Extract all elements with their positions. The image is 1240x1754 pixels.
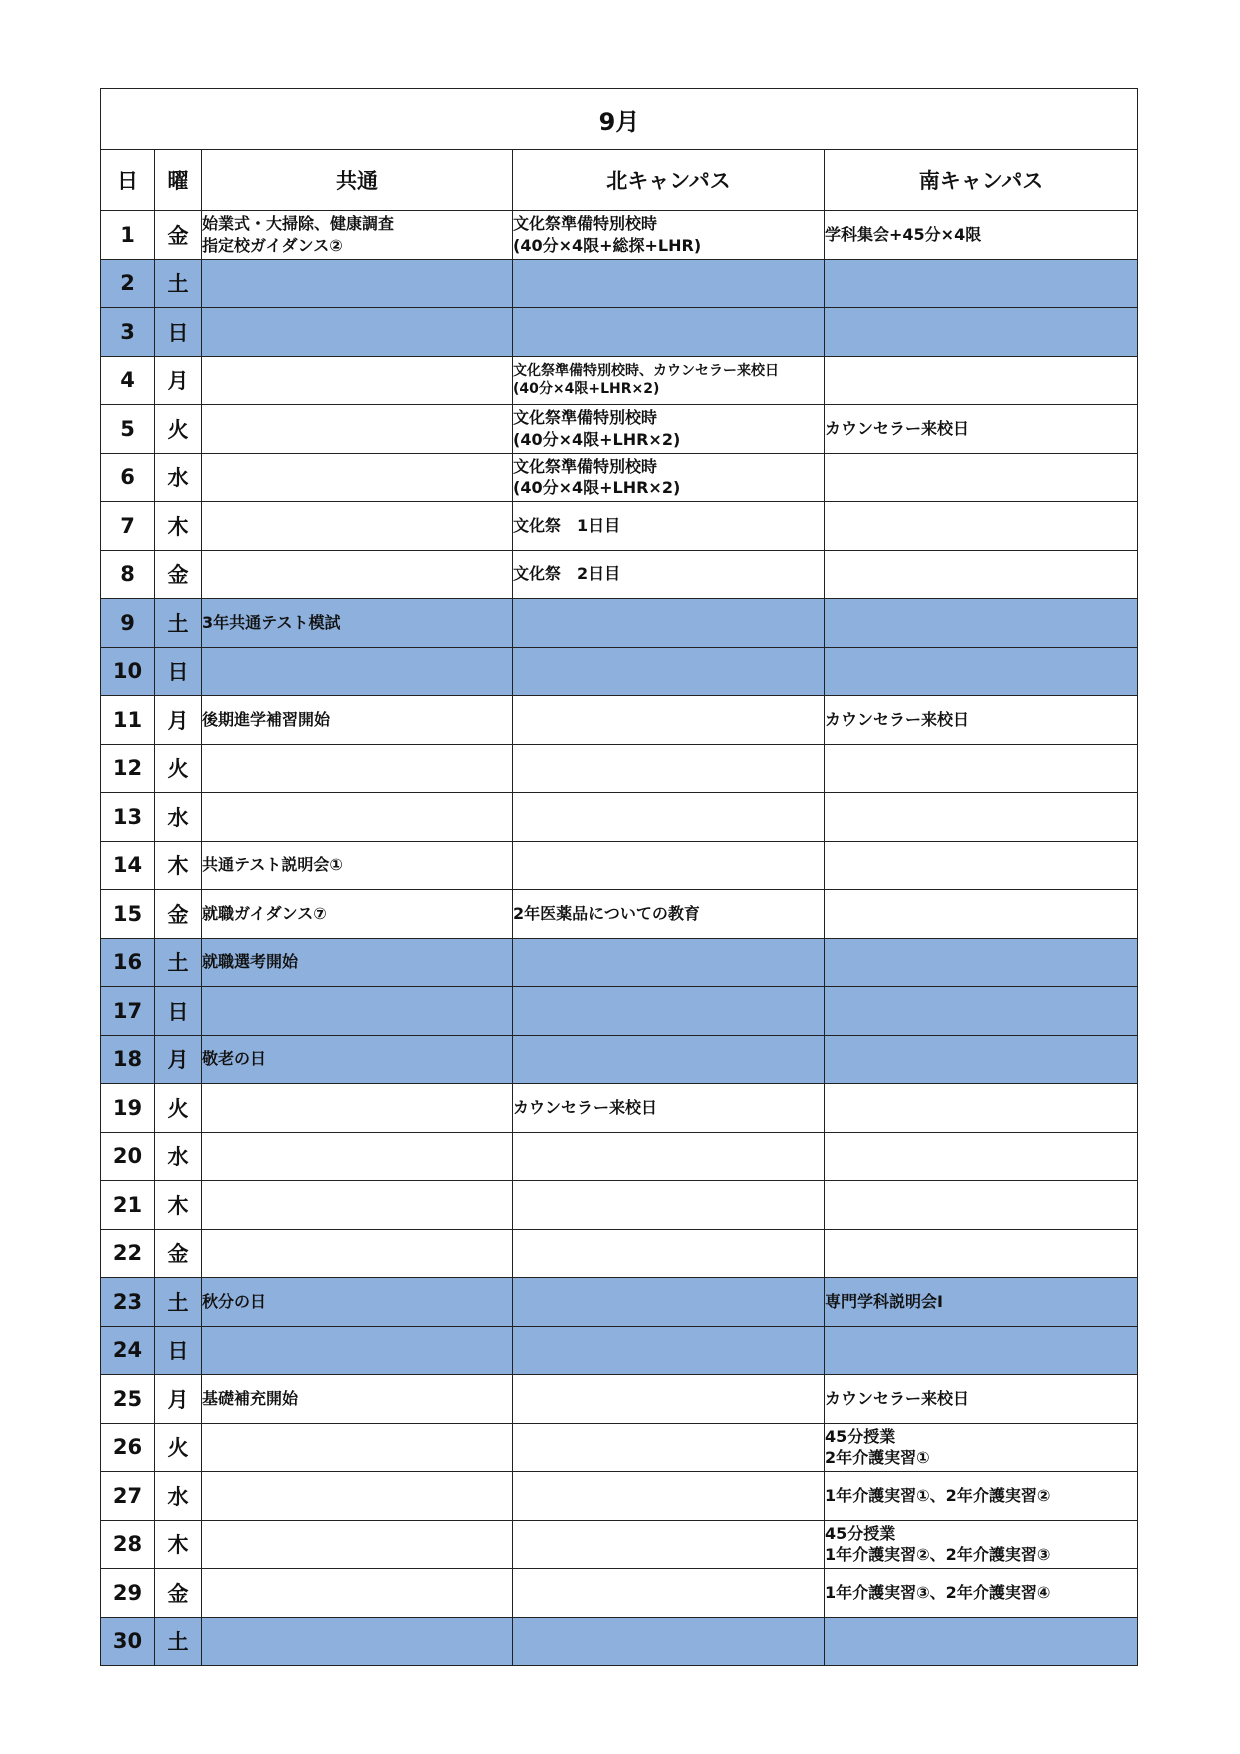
south-campus-cell <box>825 550 1138 599</box>
south-campus-cell: 45分授業 2年介護実習① <box>825 1423 1138 1472</box>
common-event-cell <box>202 744 513 793</box>
north-campus-cell: 文化祭準備特別校時、カウンセラー来校日 (40分×4限+LHR×2) <box>513 356 825 405</box>
common-event-cell: 後期進学補習開始 <box>202 696 513 745</box>
common-event-cell <box>202 1423 513 1472</box>
north-campus-cell <box>513 1035 825 1084</box>
weekday-cell: 火 <box>155 405 202 454</box>
north-campus-cell <box>513 696 825 745</box>
day-cell: 19 <box>101 1084 155 1133</box>
day-cell: 26 <box>101 1423 155 1472</box>
north-campus-cell: カウンセラー来校日 <box>513 1084 825 1133</box>
weekday-cell: 金 <box>155 890 202 939</box>
south-campus-cell <box>825 744 1138 793</box>
weekday-cell: 木 <box>155 1181 202 1230</box>
south-campus-cell: 1年介護実習①、2年介護実習② <box>825 1472 1138 1521</box>
common-event-cell <box>202 259 513 308</box>
north-campus-cell: 2年医薬品についての教育 <box>513 890 825 939</box>
table-row <box>101 259 1138 308</box>
common-event-cell <box>202 1520 513 1569</box>
common-event-cell: 就職選考開始 <box>202 938 513 987</box>
weekday-cell: 水 <box>155 453 202 502</box>
day-cell: 21 <box>101 1181 155 1230</box>
day-cell: 22 <box>101 1229 155 1278</box>
weekday-cell: 月 <box>155 696 202 745</box>
table-row <box>101 1569 1138 1618</box>
common-event-cell: 秋分の日 <box>202 1278 513 1327</box>
day-cell: 16 <box>101 938 155 987</box>
common-event-cell <box>202 1229 513 1278</box>
table-row <box>101 793 1138 842</box>
weekday-cell: 水 <box>155 1472 202 1521</box>
weekday-cell: 金 <box>155 1569 202 1618</box>
weekday-cell: 日 <box>155 308 202 357</box>
common-event-cell: 共通テスト説明会① <box>202 841 513 890</box>
south-campus-cell <box>825 1617 1138 1666</box>
day-cell: 14 <box>101 841 155 890</box>
weekday-cell: 土 <box>155 938 202 987</box>
weekday-cell: 月 <box>155 1375 202 1424</box>
weekday-cell: 日 <box>155 987 202 1036</box>
weekday-cell: 火 <box>155 744 202 793</box>
weekday-cell: 金 <box>155 211 202 260</box>
common-event-cell: 基礎補充開始 <box>202 1375 513 1424</box>
schedule-table <box>100 88 1138 1666</box>
north-campus-cell <box>513 1520 825 1569</box>
weekday-cell: 木 <box>155 1520 202 1569</box>
table-row <box>101 550 1138 599</box>
common-event-cell <box>202 1472 513 1521</box>
south-campus-cell <box>825 1229 1138 1278</box>
weekday-cell: 水 <box>155 1132 202 1181</box>
north-campus-cell: 文化祭準備特別校時 (40分×4限+総探+LHR) <box>513 211 825 260</box>
north-campus-cell <box>513 938 825 987</box>
common-event-cell <box>202 502 513 551</box>
common-event-cell <box>202 405 513 454</box>
north-campus-cell <box>513 308 825 357</box>
table-row <box>101 502 1138 551</box>
common-event-cell <box>202 1326 513 1375</box>
south-campus-cell: 専門学科説明会Ⅰ <box>825 1278 1138 1327</box>
common-event-cell <box>202 453 513 502</box>
table-row <box>101 647 1138 696</box>
north-campus-cell <box>513 987 825 1036</box>
table-row <box>101 599 1138 648</box>
table-row <box>101 1181 1138 1230</box>
south-campus-cell <box>825 1181 1138 1230</box>
day-cell: 8 <box>101 550 155 599</box>
common-event-cell <box>202 647 513 696</box>
north-campus-cell <box>513 744 825 793</box>
north-campus-cell: 文化祭準備特別校時 (40分×4限+LHR×2) <box>513 453 825 502</box>
common-event-cell <box>202 1084 513 1133</box>
south-campus-cell <box>825 599 1138 648</box>
table-row <box>101 1084 1138 1133</box>
south-campus-cell <box>825 938 1138 987</box>
common-event-cell <box>202 356 513 405</box>
common-event-cell: 始業式・大掃除、健康調査 指定校ガイダンス② <box>202 211 513 260</box>
south-campus-cell <box>825 356 1138 405</box>
weekday-cell: 土 <box>155 599 202 648</box>
weekday-cell: 日 <box>155 1326 202 1375</box>
common-event-cell <box>202 793 513 842</box>
table-row <box>101 211 1138 260</box>
weekday-cell: 月 <box>155 356 202 405</box>
north-campus-cell <box>513 1472 825 1521</box>
day-cell: 3 <box>101 308 155 357</box>
month-title: 9月 <box>101 89 1138 150</box>
table-row <box>101 1229 1138 1278</box>
north-campus-cell <box>513 1617 825 1666</box>
day-cell: 10 <box>101 647 155 696</box>
header-dow: 曜 <box>155 150 202 211</box>
south-campus-cell <box>825 1035 1138 1084</box>
header-common: 共通 <box>202 150 513 211</box>
table-row <box>101 1132 1138 1181</box>
day-cell: 9 <box>101 599 155 648</box>
common-event-cell: 3年共通テスト模試 <box>202 599 513 648</box>
day-cell: 11 <box>101 696 155 745</box>
day-cell: 2 <box>101 259 155 308</box>
table-row <box>101 1472 1138 1521</box>
weekday-cell: 水 <box>155 793 202 842</box>
south-campus-cell <box>825 1084 1138 1133</box>
table-row <box>101 987 1138 1036</box>
north-campus-cell <box>513 259 825 308</box>
weekday-cell: 土 <box>155 1278 202 1327</box>
south-campus-cell: 45分授業 1年介護実習②、2年介護実習③ <box>825 1520 1138 1569</box>
table-row <box>101 938 1138 987</box>
north-campus-cell <box>513 1326 825 1375</box>
weekday-cell: 金 <box>155 1229 202 1278</box>
day-cell: 1 <box>101 211 155 260</box>
day-cell: 6 <box>101 453 155 502</box>
common-event-cell: 就職ガイダンス⑦ <box>202 890 513 939</box>
north-campus-cell: 文化祭 2日目 <box>513 550 825 599</box>
south-campus-cell: 1年介護実習③、2年介護実習④ <box>825 1569 1138 1618</box>
north-campus-cell <box>513 1181 825 1230</box>
day-cell: 13 <box>101 793 155 842</box>
common-event-cell <box>202 1181 513 1230</box>
weekday-cell: 土 <box>155 259 202 308</box>
weekday-cell: 火 <box>155 1423 202 1472</box>
table-row <box>101 744 1138 793</box>
day-cell: 20 <box>101 1132 155 1181</box>
south-campus-cell: カウンセラー来校日 <box>825 1375 1138 1424</box>
table-row <box>101 696 1138 745</box>
day-cell: 12 <box>101 744 155 793</box>
day-cell: 25 <box>101 1375 155 1424</box>
south-campus-cell <box>825 259 1138 308</box>
north-campus-cell: 文化祭準備特別校時 (40分×4限+LHR×2) <box>513 405 825 454</box>
common-event-cell <box>202 1569 513 1618</box>
north-campus-cell <box>513 841 825 890</box>
weekday-cell: 木 <box>155 502 202 551</box>
day-cell: 17 <box>101 987 155 1036</box>
weekday-cell: 火 <box>155 1084 202 1133</box>
day-cell: 23 <box>101 1278 155 1327</box>
header-south: 南キャンパス <box>825 150 1138 211</box>
day-cell: 18 <box>101 1035 155 1084</box>
south-campus-cell <box>825 308 1138 357</box>
table-row <box>101 308 1138 357</box>
weekday-cell: 日 <box>155 647 202 696</box>
table-row <box>101 890 1138 939</box>
north-campus-cell <box>513 647 825 696</box>
table-row <box>101 1520 1138 1569</box>
table-row <box>101 841 1138 890</box>
north-campus-cell <box>513 599 825 648</box>
south-campus-cell <box>825 841 1138 890</box>
common-event-cell <box>202 1617 513 1666</box>
common-event-cell <box>202 987 513 1036</box>
south-campus-cell <box>825 890 1138 939</box>
south-campus-cell <box>825 1326 1138 1375</box>
header-day: 日 <box>101 150 155 211</box>
table-row <box>101 1423 1138 1472</box>
day-cell: 4 <box>101 356 155 405</box>
day-cell: 29 <box>101 1569 155 1618</box>
south-campus-cell <box>825 987 1138 1036</box>
table-row <box>101 1326 1138 1375</box>
north-campus-cell <box>513 1229 825 1278</box>
north-campus-cell <box>513 1278 825 1327</box>
day-cell: 15 <box>101 890 155 939</box>
day-cell: 28 <box>101 1520 155 1569</box>
common-event-cell <box>202 308 513 357</box>
south-campus-cell <box>825 502 1138 551</box>
south-campus-cell: 学科集会+45分×4限 <box>825 211 1138 260</box>
day-cell: 5 <box>101 405 155 454</box>
common-event-cell <box>202 550 513 599</box>
north-campus-cell <box>513 1569 825 1618</box>
weekday-cell: 木 <box>155 841 202 890</box>
common-event-cell <box>202 1132 513 1181</box>
south-campus-cell: カウンセラー来校日 <box>825 696 1138 745</box>
table-row <box>101 453 1138 502</box>
south-campus-cell: カウンセラー来校日 <box>825 405 1138 454</box>
south-campus-cell <box>825 647 1138 696</box>
weekday-cell: 土 <box>155 1617 202 1666</box>
table-row <box>101 1617 1138 1666</box>
weekday-cell: 金 <box>155 550 202 599</box>
day-cell: 7 <box>101 502 155 551</box>
table-row <box>101 1375 1138 1424</box>
weekday-cell: 月 <box>155 1035 202 1084</box>
day-cell: 30 <box>101 1617 155 1666</box>
day-cell: 24 <box>101 1326 155 1375</box>
south-campus-cell <box>825 1132 1138 1181</box>
north-campus-cell: 文化祭 1日目 <box>513 502 825 551</box>
north-campus-cell <box>513 1375 825 1424</box>
day-cell: 27 <box>101 1472 155 1521</box>
table-row <box>101 356 1138 405</box>
common-event-cell: 敬老の日 <box>202 1035 513 1084</box>
north-campus-cell <box>513 1423 825 1472</box>
north-campus-cell <box>513 793 825 842</box>
table-row <box>101 1278 1138 1327</box>
header-north: 北キャンパス <box>513 150 825 211</box>
north-campus-cell <box>513 1132 825 1181</box>
table-row <box>101 1035 1138 1084</box>
south-campus-cell <box>825 793 1138 842</box>
south-campus-cell <box>825 453 1138 502</box>
table-row <box>101 405 1138 454</box>
